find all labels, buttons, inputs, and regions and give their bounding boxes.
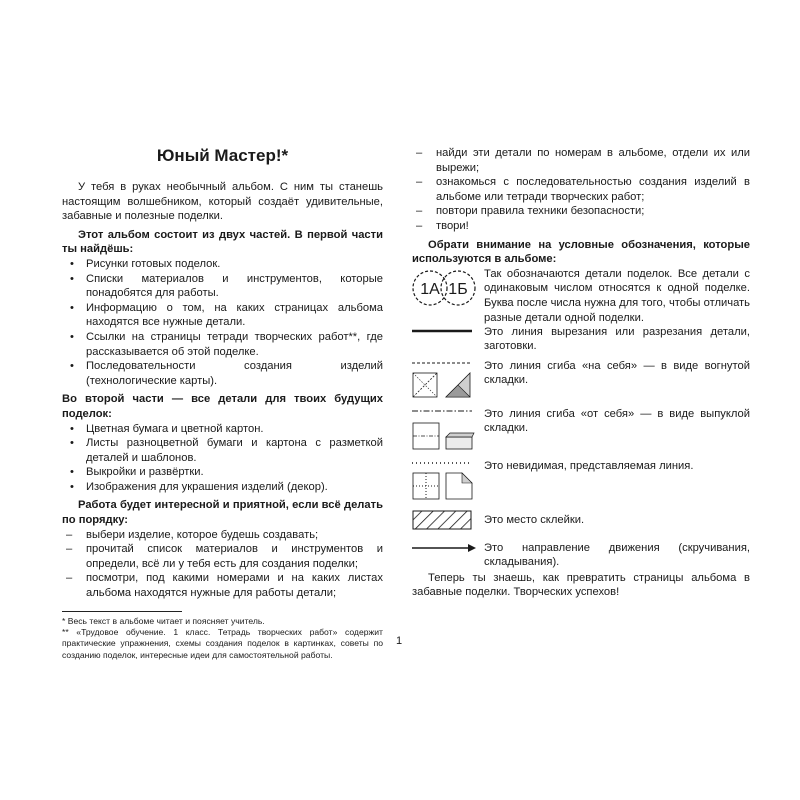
legend-cut <box>412 325 750 359</box>
legend-cut-text: Это линия вырезания или разрезания детали, заготовки. <box>484 325 750 353</box>
legend-invisible-text: Это невидимая, представляемая линия. <box>484 459 694 472</box>
list-item: • Списки материалов и инструментов, которые понадобятся для работы. <box>62 272 383 301</box>
list-item: – ознакомься с последовательностью создания изделий в альбоме или тетради творческих работ; <box>412 175 750 204</box>
list-item: • Листы разноцветной бумаги и картона с разметкой деталей и шаблонов. <box>62 436 383 465</box>
footnote-2: ** «Трудовое обучение. 1 класс. Тетрадь творческих работ» содержит практические упражнения, схемы создания поделок в картинках, советы по созданию поделок, интересные идеи для самостоятельной работы. <box>62 627 383 660</box>
part-label-b: 1Б <box>448 280 468 298</box>
list-item: • Изображения для украшения изделий (декор). <box>62 480 383 495</box>
footnote-1: * Весь текст в альбоме читает и поясняет учитель. <box>62 615 265 626</box>
order-list-right <box>412 146 750 234</box>
footnote-divider <box>62 611 182 612</box>
list-item: • Ссылки на страницы тетради творческих работ**, где рассказывается об этой поделке. <box>62 330 383 359</box>
intro-paragraph: У тебя в руках необычный альбом. С ним ты станешь настоящим волшебником, который создаёт удивительные, забавные и полезные поделки. <box>62 181 383 223</box>
left-column <box>62 146 383 661</box>
footnotes <box>62 616 383 662</box>
cut-line-icon <box>412 328 474 334</box>
part-labels-icon <box>412 268 476 308</box>
page-number: 1 <box>396 635 403 647</box>
list-item: • Рисунки готовых поделок. <box>62 257 383 272</box>
legend-invisible <box>412 459 750 509</box>
list-item: • Выкройки и развёртки. <box>62 465 383 480</box>
legend-fold-in-text: Это линия сгиба «на себя» — в виде вогнутой складки. <box>484 359 750 387</box>
list-item: – твори! <box>412 219 750 234</box>
right-column <box>412 146 750 600</box>
fold-in-icon <box>412 359 476 403</box>
fold-out-icon <box>412 407 476 455</box>
list-item: • Цветная бумага и цветной картон. <box>62 422 383 437</box>
arrow-right-icon <box>412 543 478 553</box>
part-label-a: 1А <box>420 280 440 298</box>
legend-direction-text: Это направление движения (скручивания, складывания). <box>484 541 750 569</box>
legend-direction <box>412 541 750 571</box>
legend-fold-out-text: Это линия сгиба «от себя» — в виде выпуклой складки. <box>484 407 750 435</box>
list-item: – выбери изделие, которое будешь создавать; <box>62 528 383 543</box>
legend-heading: Обрати внимание на условные обозначения, которые используются в альбоме: <box>412 238 750 266</box>
order-list-left <box>62 528 383 601</box>
page-title: Юный Мастер!* <box>156 146 289 165</box>
list-item: • Последовательности создания изделий (технологические карты). <box>62 359 383 388</box>
legend-glue-text: Это место склейки. <box>484 513 585 526</box>
part1-heading: Этот альбом состоит из двух частей. В первой части ты найдёшь: <box>62 228 383 256</box>
list-item: – посмотри, под какими номерами и на каких листах альбома находятся нужные для работы детали; <box>62 571 383 600</box>
list-item: • Информацию о том, на каких страницах альбома находятся все нужные детали. <box>62 301 383 330</box>
list-item: – прочитай список материалов и инструментов и определи, всё ли у тебя есть для создания поделки; <box>62 542 383 571</box>
part2-list <box>62 422 383 495</box>
legend-glue <box>412 509 750 541</box>
legend-fold-in <box>412 359 750 407</box>
closing-paragraph: Теперь ты знаешь, как превратить страницы альбома в забавные поделки. Творческих успехов! <box>412 571 750 599</box>
part2-heading: Во второй части — все детали для твоих будущих поделок: <box>62 393 383 420</box>
legend-parts <box>412 267 750 325</box>
invisible-line-icon <box>412 459 476 505</box>
list-item: – найди эти детали по номерам в альбоме, отдели их или вырежи; <box>412 146 750 175</box>
order-heading: Работа будет интересной и приятной, если всё делать по порядку: <box>62 499 383 527</box>
legend-parts-text: Так обозначаются детали поделок. Все детали с одинаковым числом относятся к одной поделке. Буква после числа нужна для того, чтобы отличать разные детали одной поделки. <box>484 267 750 324</box>
part1-list <box>62 257 383 388</box>
list-item: – повтори правила техники безопасности; <box>412 204 750 219</box>
glue-area-icon <box>412 509 476 531</box>
legend-fold-out <box>412 407 750 459</box>
